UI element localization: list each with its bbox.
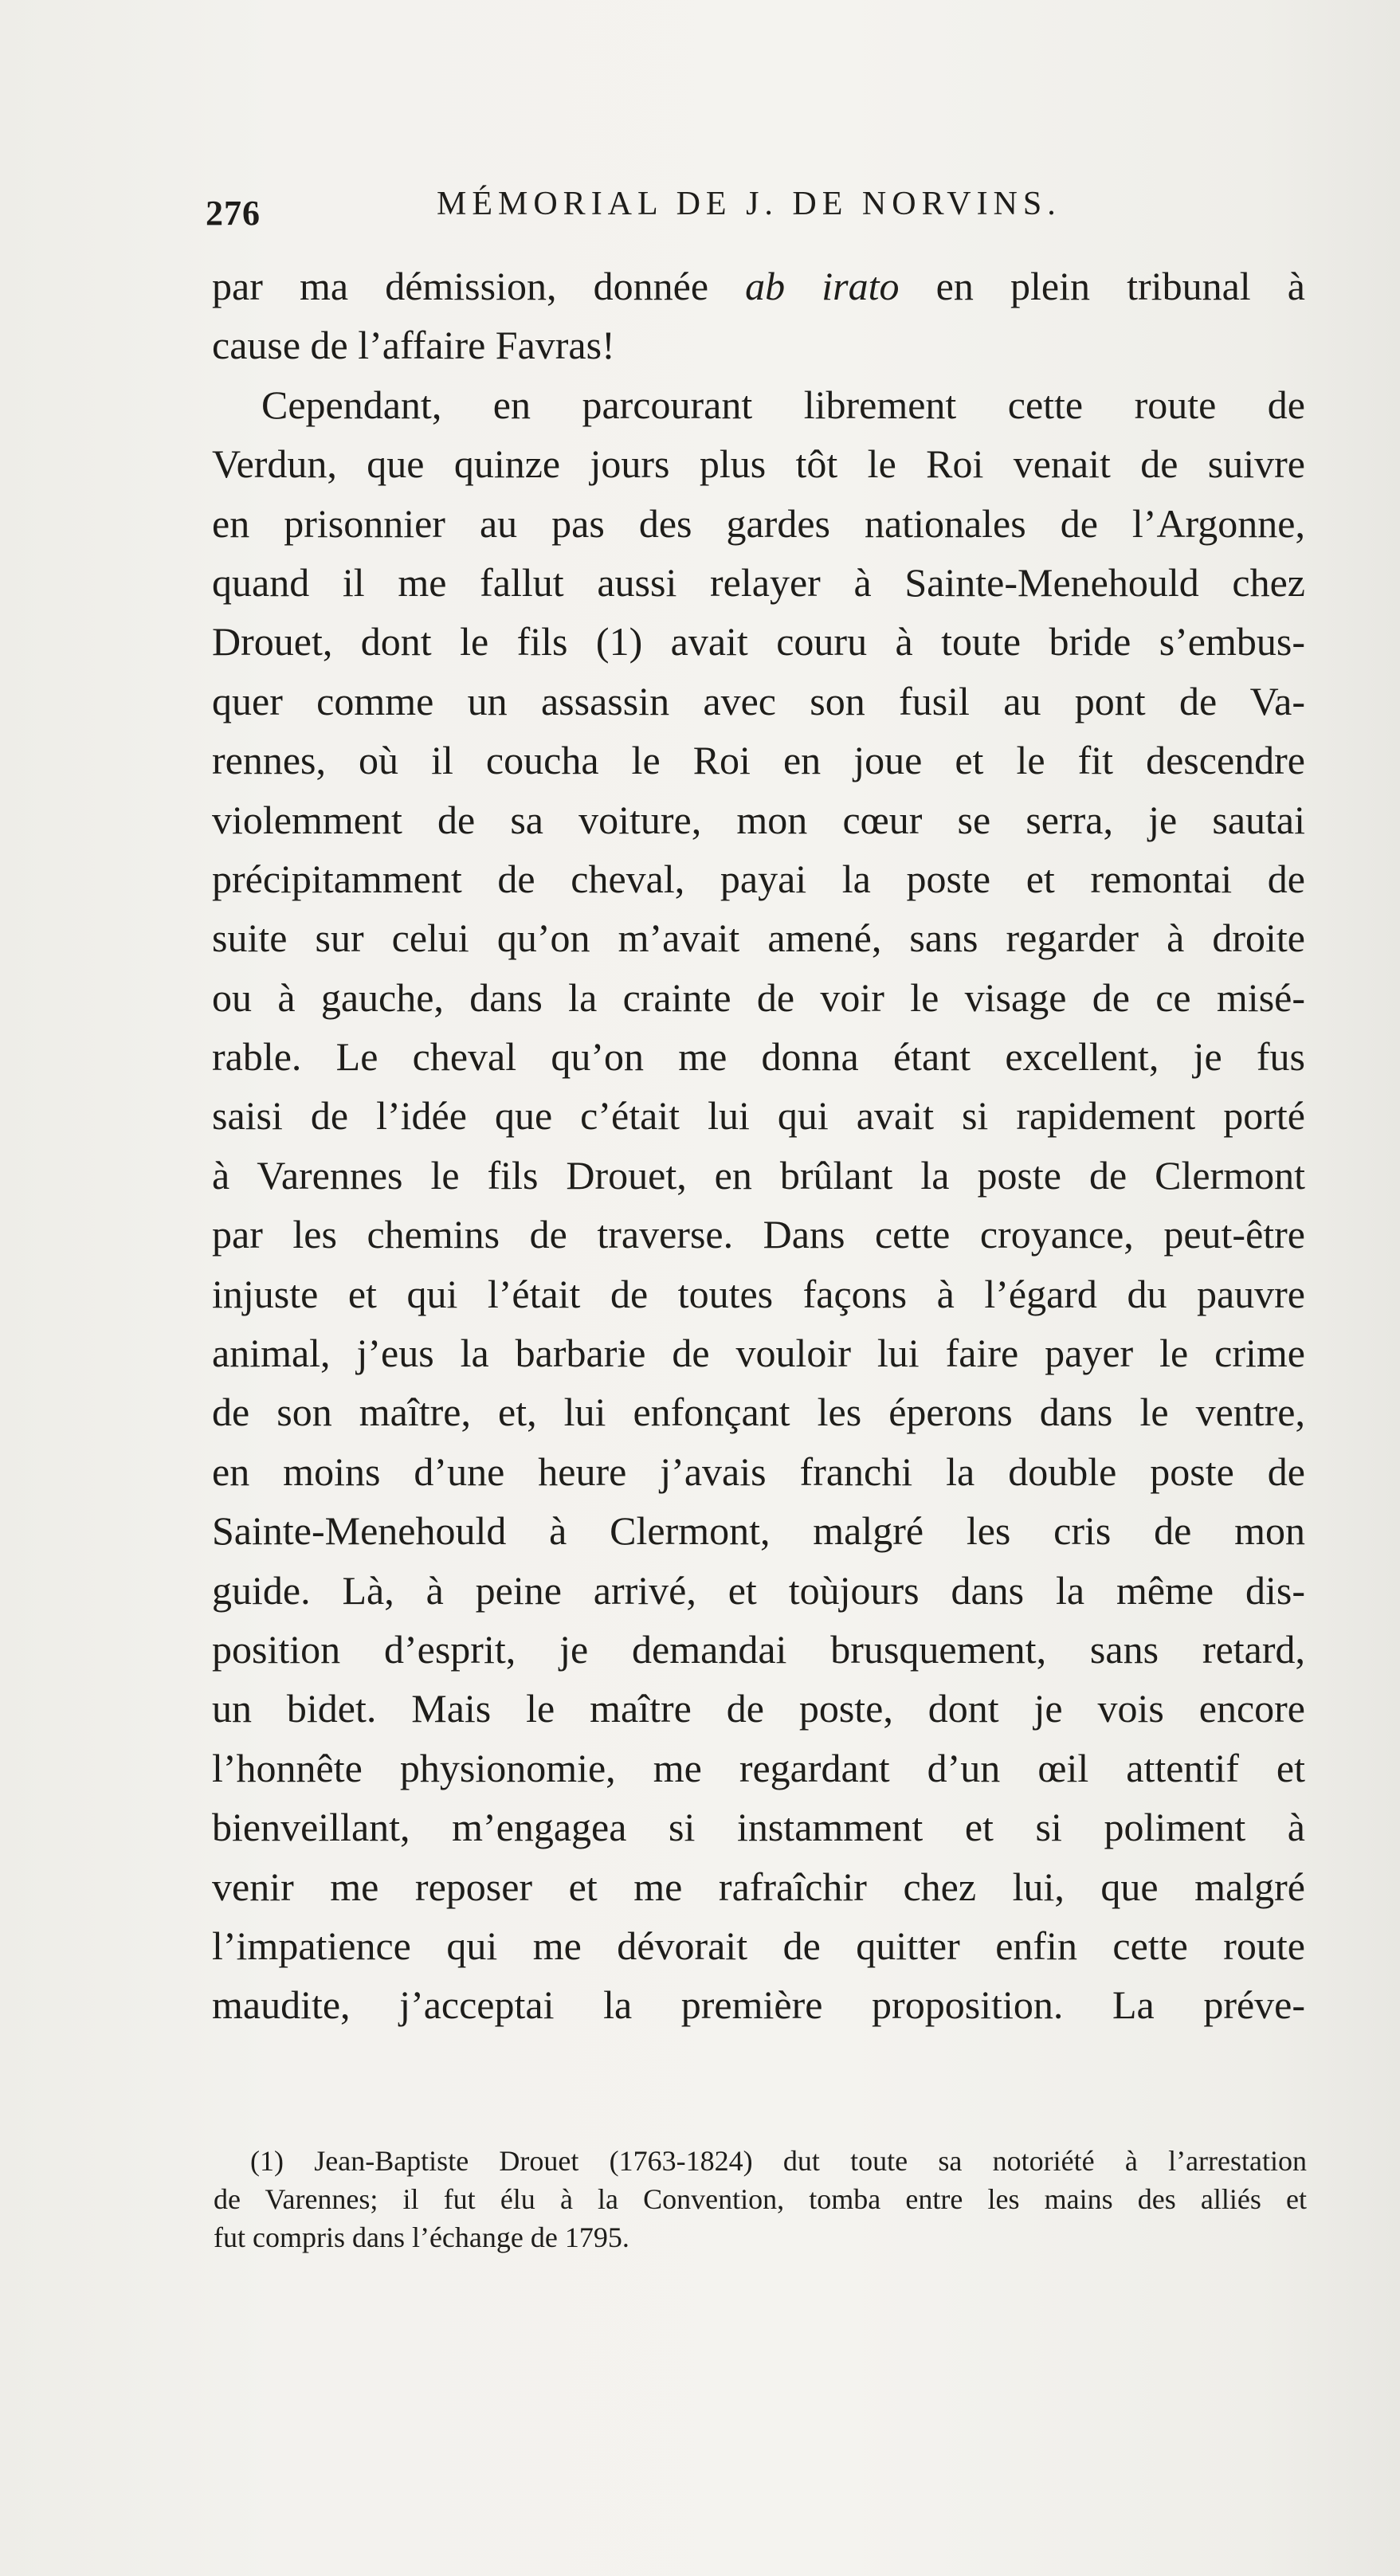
italic-phrase: ab irato [745, 264, 900, 308]
text-line: en prisonnier au pas des gardes nationales de l’Argonne, [212, 500, 1305, 546]
running-head [206, 185, 1337, 233]
text-segment: en plein tribunal à [899, 264, 1305, 308]
text-line: cause de l’affaire Favras! [212, 323, 615, 368]
text-line: venir me reposer et me rafraîchir chez lui, que malgré [212, 1864, 1305, 1909]
footnote-line: de Varennes; il fut élu à la Convention, tomba entre les mains des alliés et [214, 2183, 1307, 2215]
footnote [214, 2142, 1307, 2256]
text-line: rable. Le cheval qu’on me donna étant excellent, je fus [212, 1034, 1305, 1080]
text-line: violemment de sa voiture, mon cœur se serra, je sautai [212, 797, 1305, 842]
text-line: maudite, j’acceptai la première proposition. La préve- [212, 1982, 1305, 2028]
text-line: quand il me fallut aussi relayer à Sainte-Menehould chez [212, 559, 1305, 605]
text-line: à Varennes le fils Drouet, en brûlant la poste de Clermont [212, 1152, 1305, 1198]
paragraph-first-line: Cependant, en parcourant librement cette route de [261, 382, 1305, 427]
footnote-line: fut compris dans l’échange de 1795. [214, 2221, 629, 2253]
text-line: quer comme un assassin avec son fusil au pont de Va- [212, 678, 1305, 723]
text-line: bienveillant, m’engagea si instamment et si poliment à [212, 1805, 1305, 1850]
text-line: Verdun, que quinze jours plus tôt le Roi venait de suivre [212, 441, 1305, 487]
text-segment: par ma démission, donnée [212, 264, 746, 308]
text-line: Drouet, dont le fils (1) avait couru à toute bride s’embus- [212, 619, 1305, 665]
text-line: de son maître, et, lui enfonçant les éperons dans le ventre, [212, 1390, 1305, 1435]
text-line: un bidet. Mais le maître de poste, dont je vois encore [212, 1686, 1305, 1731]
text-line: guide. Là, à peine arrivé, et toùjours dans la même dis- [212, 1567, 1305, 1613]
text-line: position d’esprit, je demandai brusquement, sans retard, [212, 1626, 1305, 1672]
page-number: 276 [206, 194, 261, 233]
text-line: ou à gauche, dans la crainte de voir le visage de ce misé- [212, 974, 1305, 1020]
footnote-line: (1) Jean-Baptiste Drouet (1763-1824) dut toute sa notoriété à l’arrestation [250, 2145, 1307, 2177]
page-heading: MÉMORIAL DE J. DE NORVINS. [437, 186, 1061, 222]
text-line: injuste et qui l’était de toutes façons à l’égard du pauvre [212, 1271, 1305, 1316]
body-text [212, 257, 1305, 2035]
text-line: l’impatience qui me dévorait de quitter enfin cette route [212, 1923, 1305, 1968]
text-line: par les chemins de traverse. Dans cette croyance, peut-être [212, 1212, 1305, 1257]
text-line: saisi de l’idée que c’était lui qui avait si rapidement porté [212, 1093, 1305, 1139]
text-line: rennes, où il coucha le Roi en joue et le fit descendre [212, 738, 1305, 783]
text-line: en moins d’une heure j’avais franchi la double poste de [212, 1449, 1305, 1494]
text-line [212, 257, 1305, 316]
text-line: précipitamment de cheval, payai la poste et remontai de [212, 856, 1305, 901]
text-line: animal, j’eus la barbarie de vouloir lui faire payer le crime [212, 1331, 1305, 1376]
text-line: Sainte-Menehould à Clermont, malgré les cris de mon [212, 1508, 1305, 1554]
text-line: l’honnête physionomie, me regardant d’un œil attentif et [212, 1745, 1305, 1790]
text-line: suite sur celui qu’on m’avait amené, sans regarder à droite [212, 916, 1305, 961]
